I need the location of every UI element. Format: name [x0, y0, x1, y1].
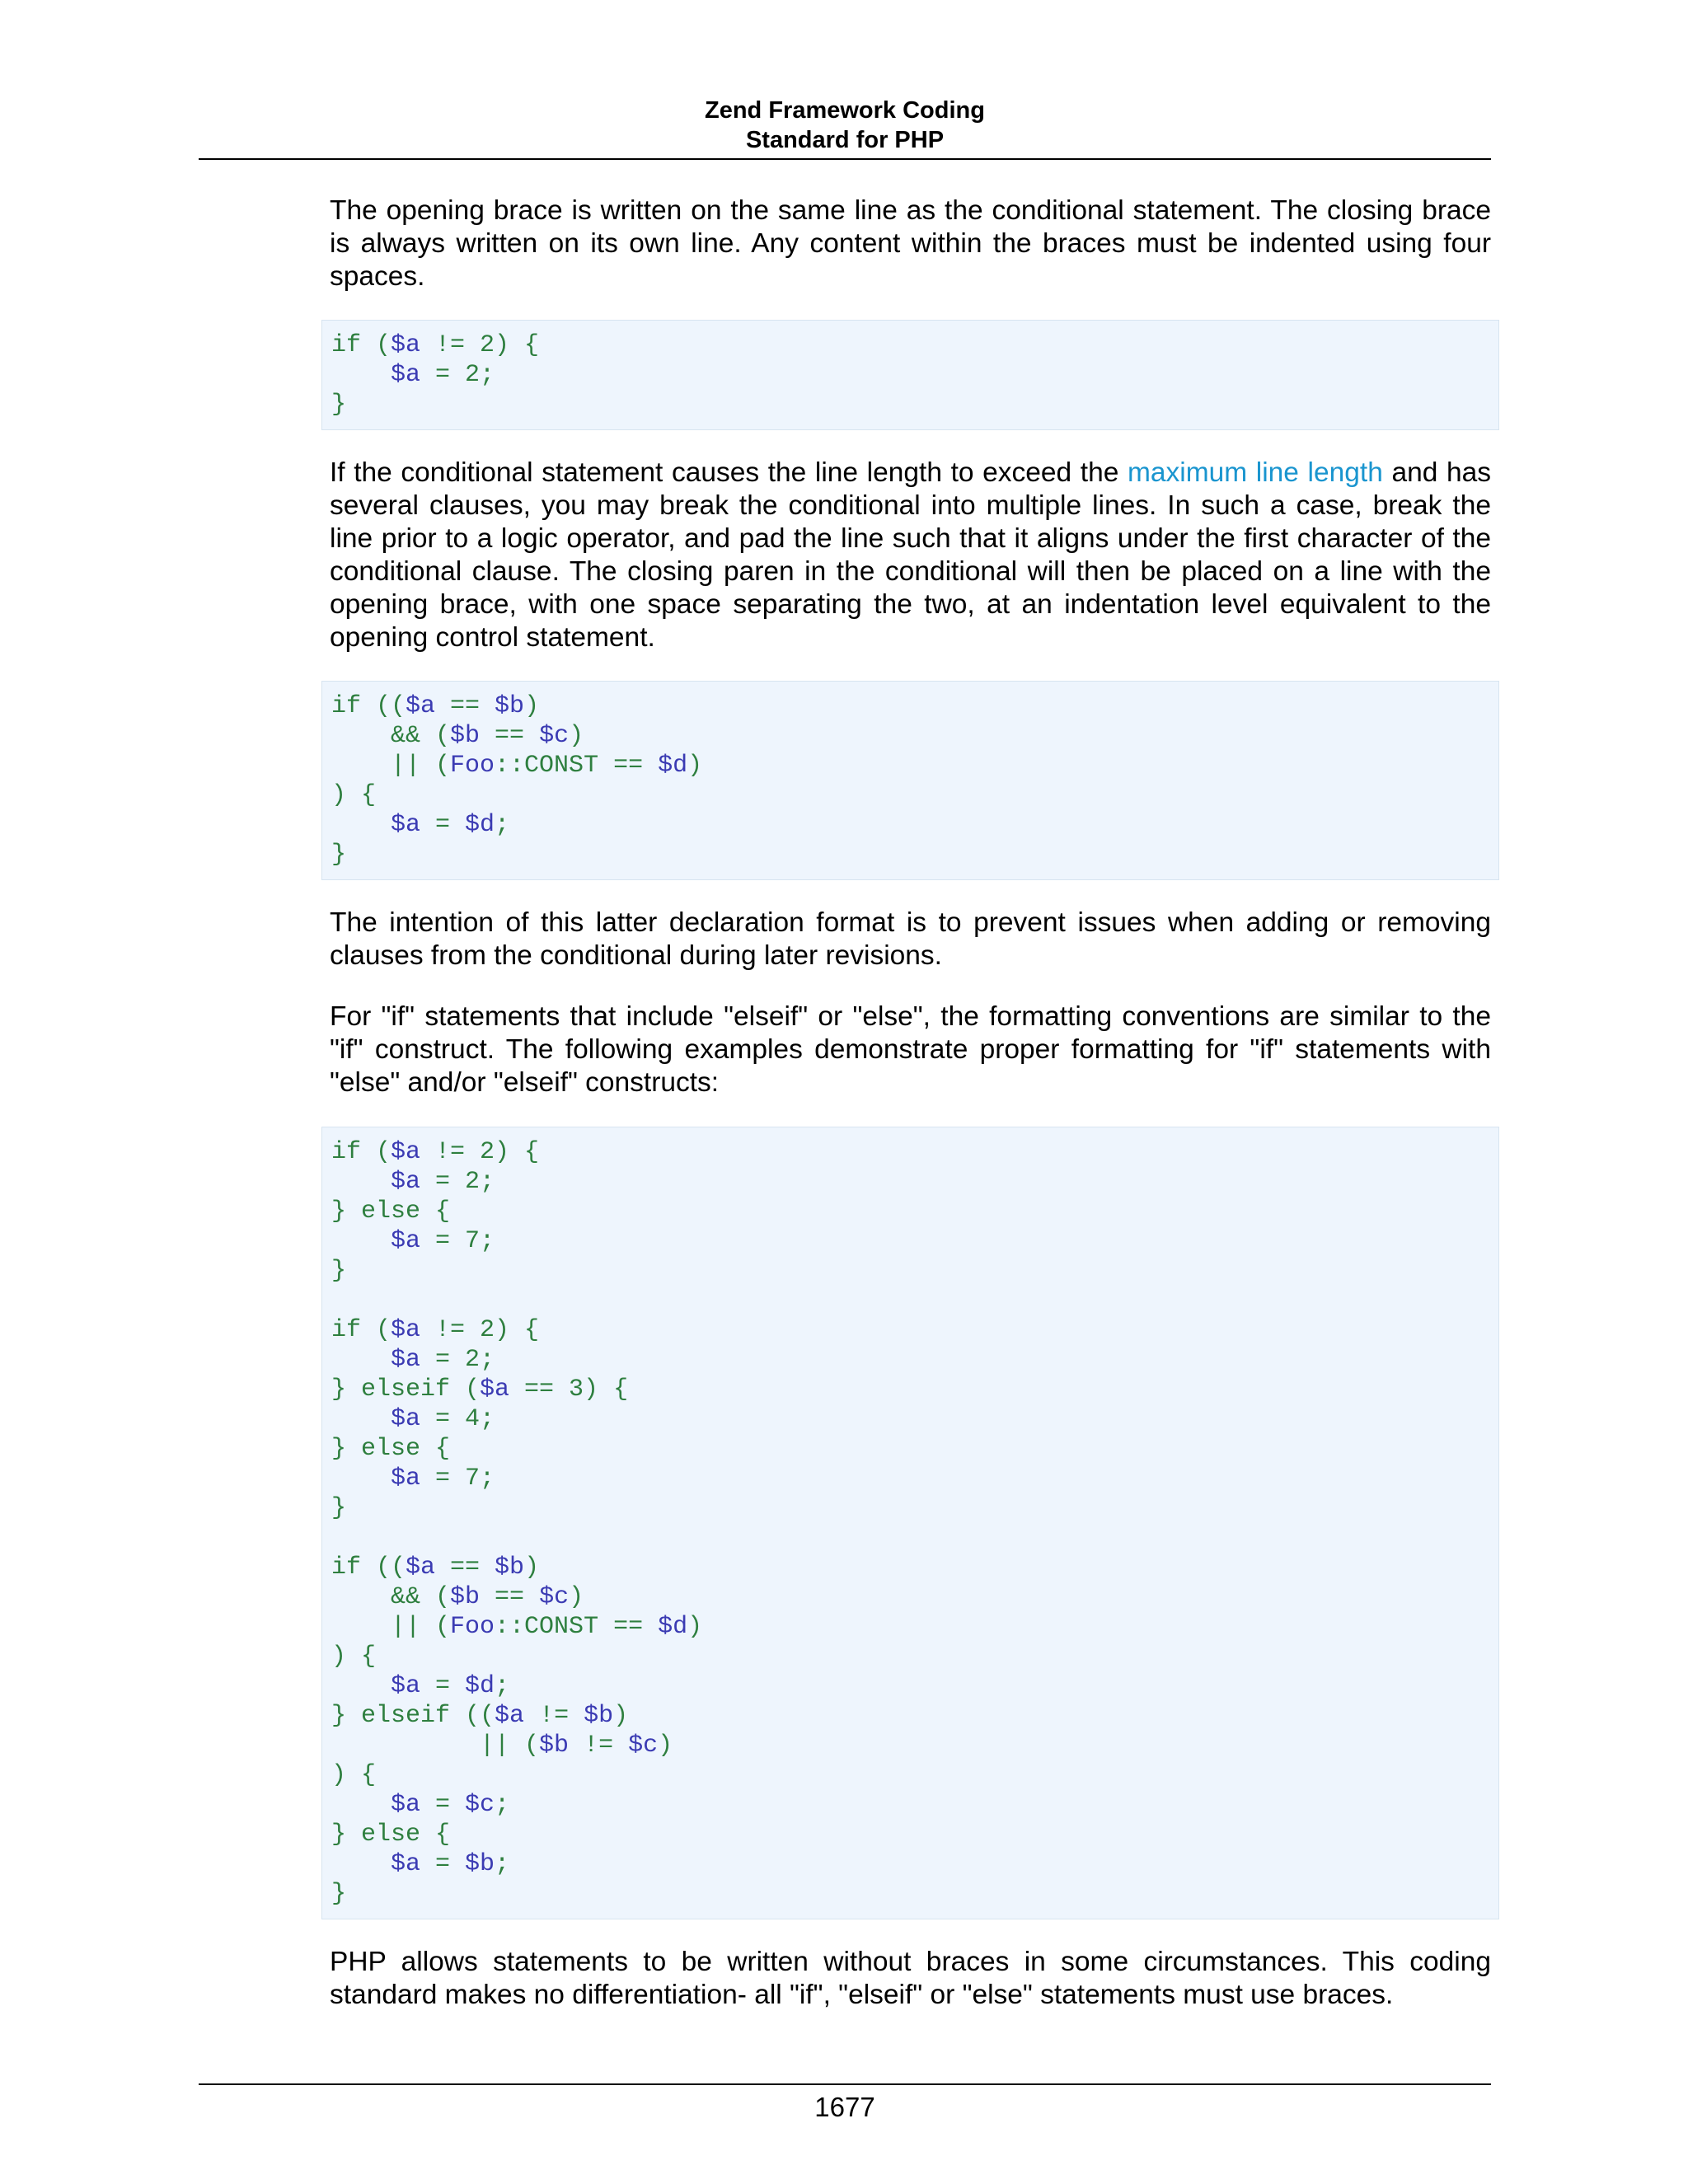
- page-number: 1677: [814, 2092, 875, 2122]
- paragraph-text: and has several clauses, you may break the conditional into multiple lines. In such a case, break the line prior to a logic operator, and pad the line such that it aligns under the first character of the conditional clause. The closing paren in the conditional will then be placed on a line with the opening brace, with one space separating the two, at an indentation level equivalent to the opening control statement.: [330, 457, 1491, 653]
- paragraph-text: If the conditional statement causes the line length to exceed the: [330, 457, 1128, 488]
- code-block-multiline-condition: if (($a == $b) && ($b == $c) || (Foo::CONST == $d) ) { $a = $d; }: [321, 681, 1499, 880]
- header-title-line-2: Standard for PHP: [745, 127, 945, 153]
- header-divider: [199, 158, 1491, 160]
- page-content: [330, 194, 1491, 2012]
- paragraph-elseif-conventions: For "if" statements that include "elseif" or "else", the formatting conventions are similar to the "if" construct. The following examples demonstrate proper formatting for "if" statements with "else" and/or "elseif" constructs:: [330, 1001, 1491, 1098]
- paragraph-braces-required: PHP allows statements to be written without braces in some circumstances. This coding standard makes no differentiation- all "if", "elseif" or "else" statements must use braces.: [330, 1947, 1491, 2010]
- code-block-simple-if: if ($a != 2) { $a = 2; }: [321, 320, 1499, 430]
- page-header: [199, 96, 1491, 155]
- paragraph-intention: The intention of this latter declaration format is to prevent issues when adding or removing clauses from the conditional during later revisions.: [330, 907, 1491, 971]
- code-block-else-elseif: if ($a != 2) { $a = 2; } else { $a = 7; } if ($a != 2) { $a = 2; } elseif ($a == 3) { $a = 4; } else { $a = 7; } if (($a == $b) && ($b == $c) || (Foo::CONST == $d) ) { $a = $d; } elseif (($a != $b) || ($b != $c) ) { $a = $c; } else { $a = $b; }: [321, 1127, 1499, 1919]
- paragraph-brace-placement: The opening brace is written on the same line as the conditional statement. The closing brace is always written on its own line. Any content within the braces must be indented using four spaces.: [330, 195, 1491, 292]
- maximum-line-length-link[interactable]: maximum line length: [1127, 457, 1383, 488]
- footer-divider: [199, 2083, 1491, 2085]
- paragraph-line-length: [330, 457, 1491, 654]
- header-title-line-1: Zend Framework Coding: [705, 97, 985, 124]
